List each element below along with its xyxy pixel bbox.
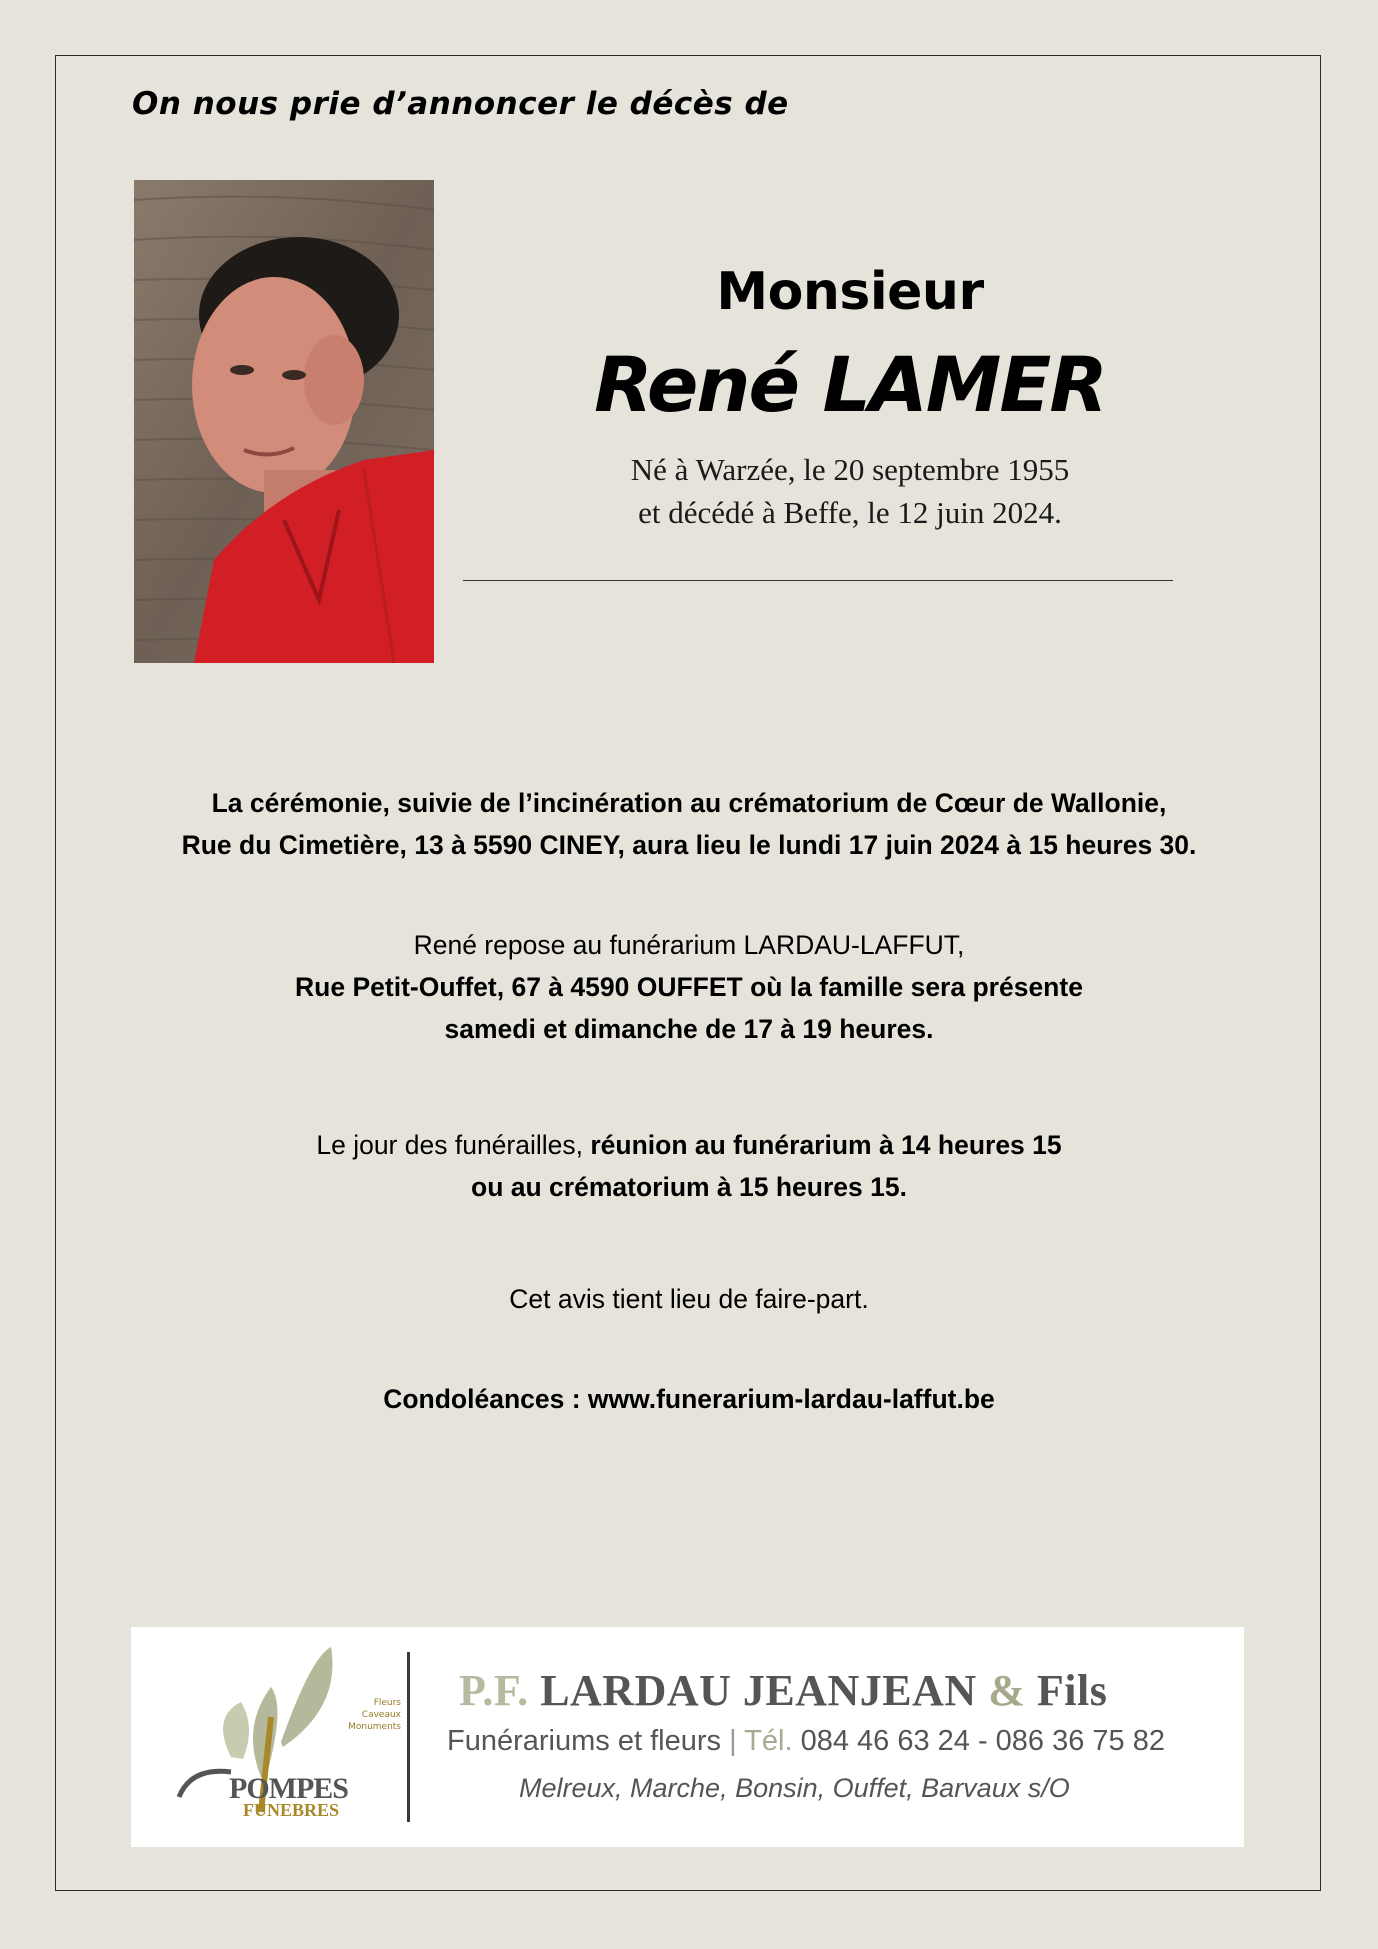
notice-note: Cet avis tient lieu de faire-part. bbox=[509, 1284, 869, 1314]
locations: Melreux, Marche, Bonsin, Ouffet, Barvaux s/O bbox=[519, 1773, 1070, 1803]
logo-tagline: Fleurs Caveaux Monuments bbox=[348, 1698, 401, 1732]
repose-line-2: Rue Petit-Ouffet, 67 à 4590 OUFFET où la famille sera présente bbox=[295, 972, 1083, 1002]
condolences-link[interactable]: Condoléances : www.funerarium-lardau-laffut.be bbox=[383, 1384, 995, 1414]
funeral-day-line-2: ou au crématorium à 15 heures 15. bbox=[471, 1172, 907, 1202]
ceremony-info bbox=[60, 782, 1318, 866]
funeral-day-info bbox=[60, 1124, 1318, 1208]
funeral-home-banner bbox=[131, 1627, 1244, 1847]
repose-info bbox=[60, 924, 1318, 1050]
pompes-funebres-logo bbox=[171, 1647, 401, 1827]
ceremony-line-1: La cérémonie, suivie de l’incinération au crématorium de Cœur de Wallonie, bbox=[211, 788, 1167, 818]
portrait-photo bbox=[134, 180, 434, 663]
repose-line-3: samedi et dimanche de 17 à 19 heures. bbox=[444, 1014, 934, 1044]
funeral-day-prefix: Le jour des funérailles, bbox=[316, 1130, 591, 1160]
honorific: Monsieur bbox=[716, 262, 984, 322]
deceased-name: René LAMER bbox=[594, 340, 1106, 429]
services-and-phone: Funérariums et fleurs | Tél. 084 46 63 24 - 086 36 75 82 bbox=[447, 1725, 1165, 1757]
company-name: P.F. LARDAU JEANJEAN & Fils bbox=[459, 1666, 1108, 1715]
logo-separator bbox=[407, 1652, 410, 1822]
funeral-day-meeting: réunion au funérarium à 14 heures 15 bbox=[590, 1130, 1062, 1160]
intro-text: On nous prie d’annoncer le décès de bbox=[132, 86, 789, 122]
logo-pompes: POMPES bbox=[229, 1772, 348, 1805]
death-line: et décédé à Beffe, le 12 juin 2024. bbox=[638, 495, 1062, 530]
divider bbox=[463, 580, 1173, 581]
ceremony-line-2: Rue du Cimetière, 13 à 5590 CINEY, aura lieu le lundi 17 juin 2024 à 15 heures 30. bbox=[181, 830, 1197, 860]
logo-funebres: FUNEBRES bbox=[243, 1800, 340, 1820]
repose-line-1: René repose au funérarium LARDAU-LAFFUT, bbox=[413, 930, 965, 960]
life-dates bbox=[450, 448, 1250, 534]
phone-numbers: 084 46 63 24 - 086 36 75 82 bbox=[800, 1725, 1165, 1757]
birth-line: Né à Warzée, le 20 septembre 1955 bbox=[630, 452, 1070, 487]
